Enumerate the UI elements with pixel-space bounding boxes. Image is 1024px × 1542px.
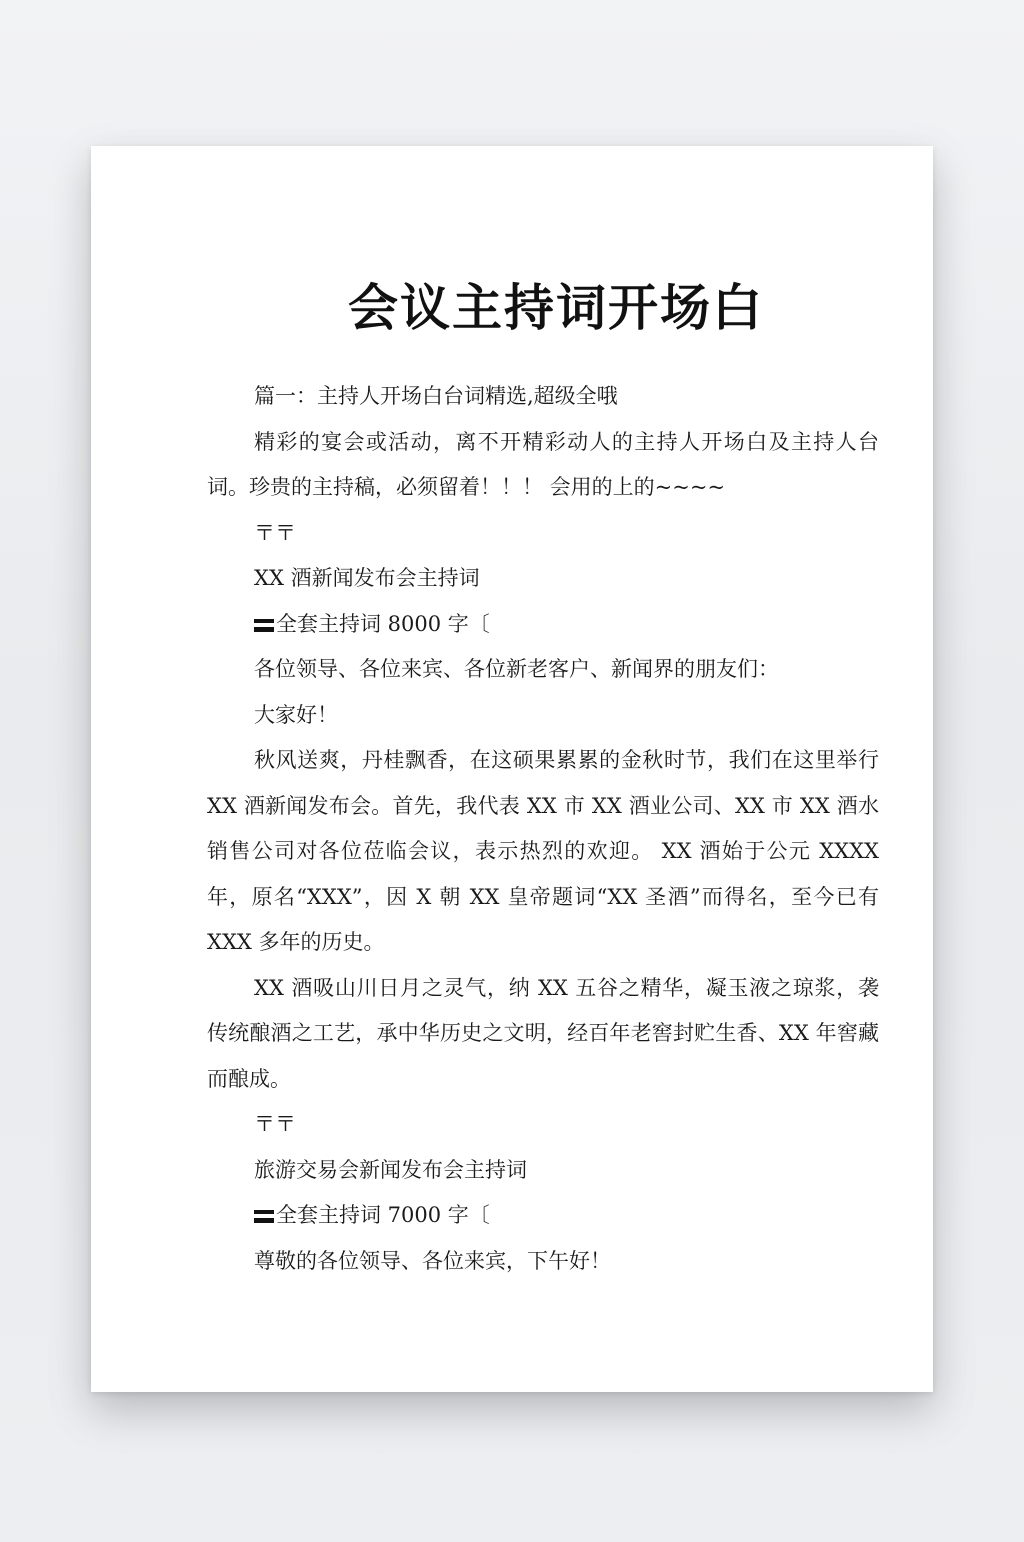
paragraph: 尊敬的各位领导、各位来宾，下午好！ bbox=[254, 1248, 611, 1273]
paragraph: 〒〒 bbox=[254, 520, 296, 545]
document-page bbox=[91, 146, 933, 1392]
document-title: 会议主持词开场白 bbox=[348, 279, 764, 337]
paragraph: 精彩的宴会或活动，离不开精彩动人的主持人开场白及主持人台词。珍贵的主持稿，必须留着！！！ 会用的上的~~~~ bbox=[207, 429, 879, 499]
paragraph: 各位领导、各位来宾、各位新老客户、新闻界的朋友们： bbox=[254, 657, 779, 681]
paragraph bbox=[207, 1193, 879, 1239]
document-body bbox=[207, 374, 879, 1284]
paragraph: 旅游交易会新闻发布会主持词 bbox=[254, 1157, 527, 1182]
paragraph: XX 酒新闻发布会主持词 bbox=[254, 566, 480, 590]
paragraph: XX 酒吸山川日月之灵气，纳 XX 五谷之精华，凝玉液之琼浆，袭传统酿酒之工艺，承中华历史之文明，经百年老窖封贮生香、XX 年窖藏而酿成。 bbox=[207, 975, 879, 1091]
paragraph: 〒〒 bbox=[254, 1112, 296, 1136]
paragraph bbox=[207, 602, 879, 648]
bullet-mark-icon bbox=[254, 619, 274, 632]
paragraph-text: 全套主持词 7000 字〔 bbox=[276, 1203, 490, 1227]
paragraph: 秋风送爽，丹桂飘香，在这硕果累累的金秋时节，我们在这里举行 XX 酒新闻发布会。首先，我代表 XX 市 XX 酒业公司、XX 市 XX 酒水销售公司对各位莅临会议，表示热烈的欢迎。 XX 酒始于公元 XXXX 年，原名“XXX”，因 X 朝 XX 皇帝题词“XX 圣酒”而得名，至今已有 XXX 多年的历史。 bbox=[207, 748, 879, 954]
bullet-mark-icon bbox=[254, 1210, 274, 1223]
paragraph-text: 全套主持词 8000 字〔 bbox=[276, 611, 490, 636]
paragraph: 大家好！ bbox=[254, 702, 338, 727]
paragraph: 篇一：主持人开场白台词精选,超级全哦 bbox=[254, 384, 618, 408]
